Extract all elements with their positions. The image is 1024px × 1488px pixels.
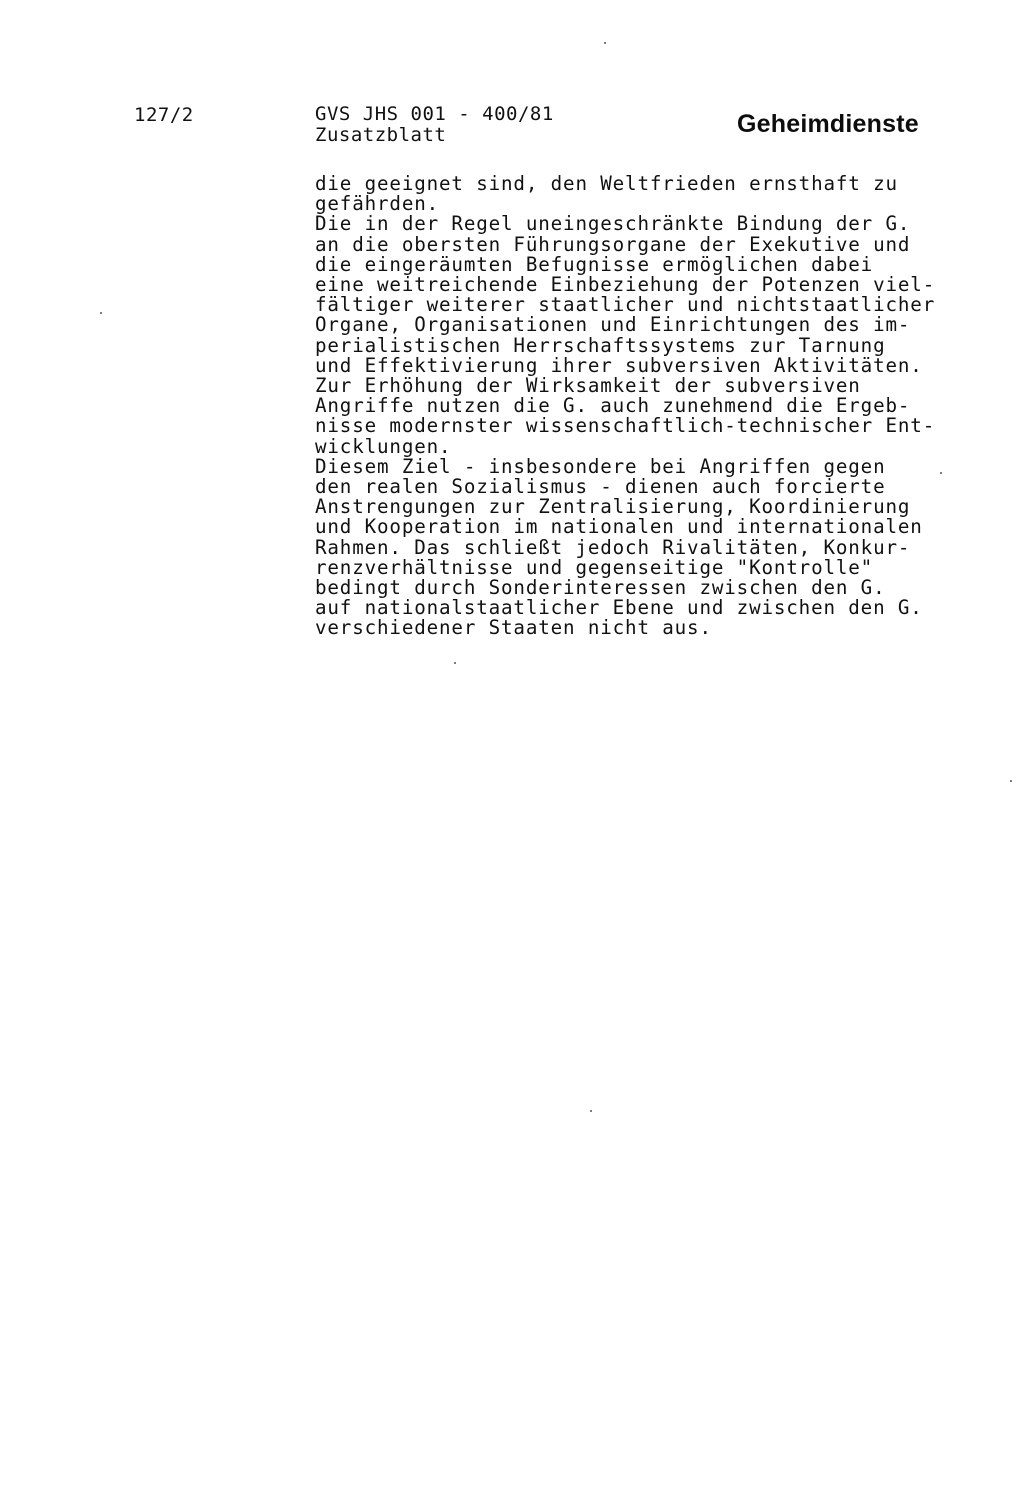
- scan-speck: [100, 312, 102, 314]
- text-line: verschiedener Staaten nicht aus.: [315, 616, 712, 640]
- document-reference-subtitle: Zusatzblatt: [315, 124, 447, 146]
- text-line: an die obersten Führungsorgane der Exekutive und: [315, 232, 911, 256]
- scan-speck: [454, 662, 456, 664]
- scan-speck: [1010, 780, 1012, 782]
- document-reference: [315, 104, 554, 146]
- scan-speck: [604, 42, 606, 44]
- text-line: bedingt durch Sonderinteressen zwischen den G.: [315, 576, 886, 600]
- text-line: auf nationalstaatlicher Ebene und zwischen den G.: [315, 596, 923, 620]
- text-line: Anstrengungen zur Zentralisierung, Koordinierung: [315, 495, 911, 519]
- text-line: Diesem Ziel - insbesondere bei Angriffen gegen: [315, 454, 886, 478]
- keyword-stamp: Geheimdienste: [737, 110, 919, 138]
- text-line: und Effektivierung ihrer subversiven Aktivitäten.: [315, 353, 923, 377]
- text-line: Angriffe nutzen die G. auch zunehmend die Ergeb-: [315, 394, 911, 418]
- document-reference-number: GVS JHS 001 - 400/81: [315, 103, 554, 125]
- scan-speck: [940, 472, 942, 474]
- text-line: die eingeräumten Befugnisse ermöglichen dabei: [315, 252, 874, 276]
- text-line: wicklungen.: [315, 434, 452, 458]
- text-line: den realen Sozialismus - dienen auch forcierte: [315, 475, 886, 499]
- text-line: renzverhältnisse und gegenseitige "Kontrolle": [315, 555, 874, 579]
- body-text: [315, 174, 935, 639]
- text-line: perialistischen Herrschaftssystems zur Tarnung: [315, 333, 886, 357]
- text-line: und Kooperation im nationalen und internationalen: [315, 515, 923, 539]
- page-number: 127/2: [134, 104, 194, 126]
- text-line: Die in der Regel uneingeschränkte Bindung der G.: [315, 212, 911, 236]
- text-line: Rahmen. Das schließt jedoch Rivalitäten, Konkur-: [315, 535, 911, 559]
- text-line: die geeignet sind, den Weltfrieden ernsthaft zu: [315, 172, 898, 195]
- text-line: gefährden.: [315, 192, 440, 216]
- scan-speck: [590, 1110, 592, 1112]
- text-line: fältiger weiterer staatlicher und nichtstaatlicher: [315, 293, 936, 317]
- text-line: Organe, Organisationen und Einrichtungen des im-: [315, 313, 911, 337]
- text-line: eine weitreichende Einbeziehung der Potenzen viel-: [315, 273, 936, 297]
- text-line: Zur Erhöhung der Wirksamkeit der subversiven: [315, 374, 861, 398]
- text-line: nisse modernster wissenschaftlich-technischer Ent-: [315, 414, 936, 438]
